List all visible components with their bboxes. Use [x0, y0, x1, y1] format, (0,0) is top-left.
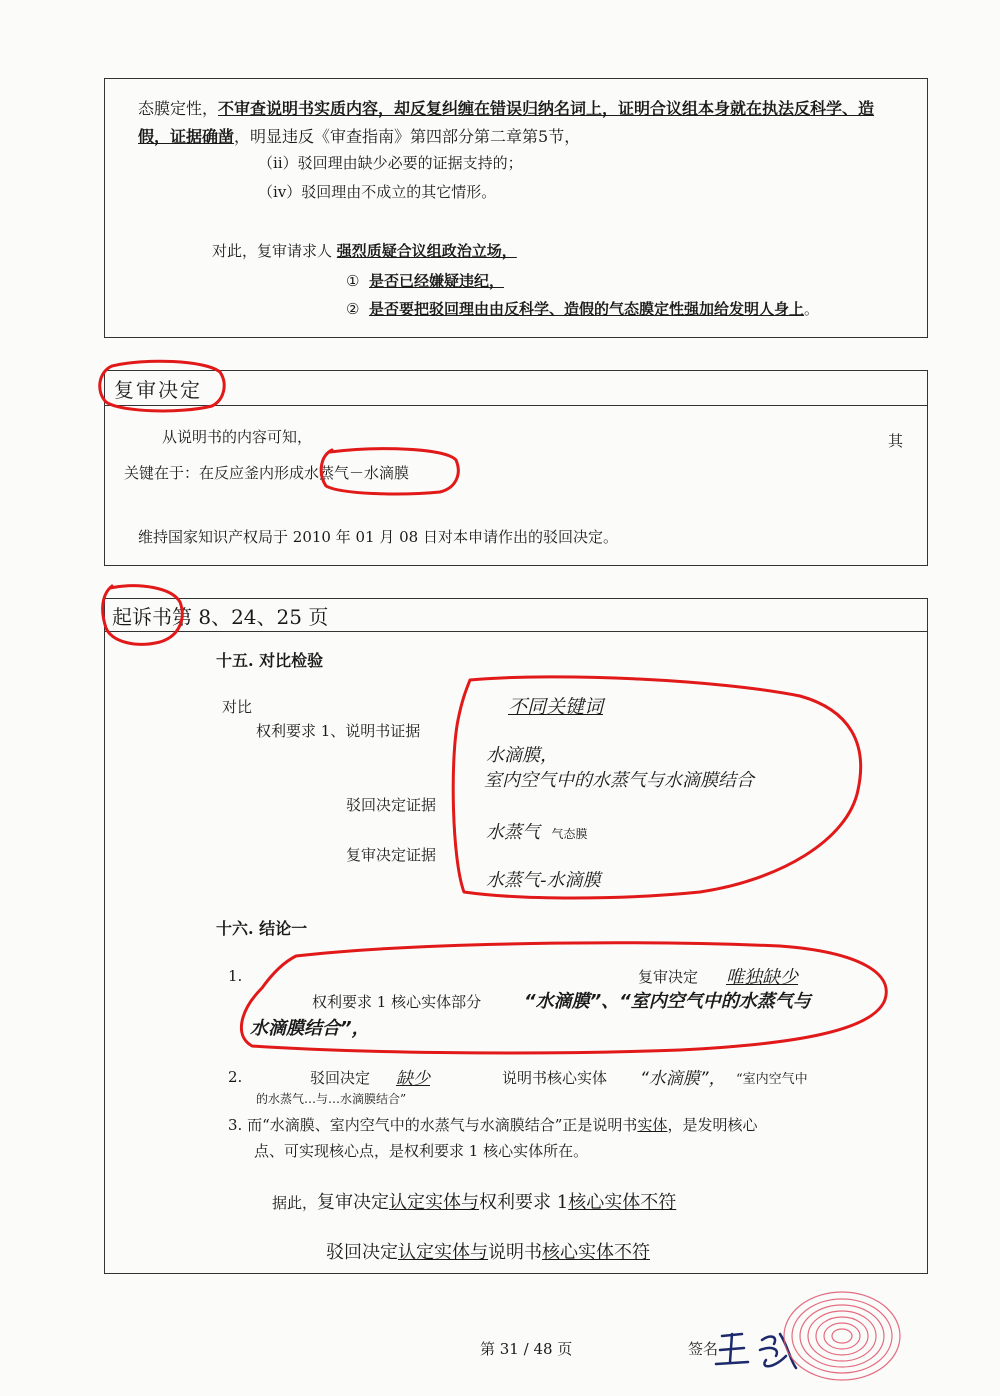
fingerprint-mark — [784, 1292, 900, 1380]
final-conclusion-2: 驳回决定认定实体与说明书核心实体不符 — [326, 1242, 650, 1263]
keyword-rejection: 水蒸气 气态膜 — [486, 822, 588, 843]
review-decision-line-2: 关键在于：在反应釜内形成水蒸气－水滴膜 — [124, 464, 410, 482]
page-number: 第 31 / 48 页 — [480, 1340, 573, 1358]
conclusion-1-subject: 复审决定 — [638, 968, 699, 986]
review-decision-line-1-tail: 其 — [888, 432, 904, 450]
conclusion-2-entity-2: “室内空气中 — [736, 1072, 808, 1087]
handwritten-signature — [716, 1334, 796, 1368]
review-decision-line-1: 从说明书的内容可知， — [162, 428, 313, 446]
challenge-lead: 对此，复审请求人 强烈质疑合议组政治立场， — [212, 242, 517, 260]
conclusion-3-line-1: 3. 而“水滴膜、室内空气中的水蒸气与水滴膜结合”正是说明书实体，是发明核心 — [228, 1116, 758, 1134]
claim-evidence-label: 权利要求 1、说明书证据 — [256, 722, 421, 740]
conclusion-1-lacks: 唯独缺少 — [726, 967, 798, 988]
challenge-question-2: ② 是否要把驳回理由由反科学、造假的气态膜定性强加给发明人身上。 — [346, 300, 820, 318]
keywords-title: 不同关键词 — [508, 696, 604, 718]
keyword-claim-2: 室内空气中的水蒸气与水滴膜结合 — [484, 770, 754, 791]
keyword-claim-1: 水滴膜， — [486, 745, 558, 766]
conclusion-2-number: 2. — [228, 1068, 243, 1086]
final-conclusion-1: 据此，复审决定认定实体与权利要求 1核心实体不符 — [272, 1192, 677, 1213]
rejection-item-ii: （ⅱ）驳回理由缺少必要的证据支持的； — [258, 154, 523, 172]
complaint-header-rule — [104, 631, 928, 632]
argument-line-1: 态膜定性，不审查说明书实质内容，却反复纠缠在错误归纳名词上，证明合议组本身就在执法反科学、造 — [138, 99, 875, 118]
conclusion-1-number: 1. — [228, 967, 243, 985]
conclusion-2-subject: 驳回决定 — [310, 1069, 371, 1087]
conclusion-2-entity: “水滴膜”， — [640, 1069, 726, 1089]
section-16-title: 十六. 结论一 — [216, 919, 308, 938]
conclusion-1-claim: 权利要求 1 核心实体部分 — [312, 993, 482, 1011]
conclusion-2-lacks: 缺少 — [396, 1069, 430, 1089]
keyword-review: 水蒸气-水滴膜 — [486, 870, 601, 891]
section-15-title: 十五. 对比检验 — [216, 651, 324, 670]
review-decision-header-rule — [104, 405, 928, 406]
argument-line-2: 假，证据确凿，明显违反《审查指南》第四部分第二章第5节， — [138, 127, 581, 146]
rejection-evidence-label: 驳回决定证据 — [346, 796, 437, 814]
review-evidence-label: 复审决定证据 — [346, 846, 437, 864]
signature-label: 签名 — [688, 1340, 719, 1358]
compare-label: 对比 — [222, 698, 253, 716]
conclusion-1-entities: “水滴膜”、“室内空气中的水蒸气与 — [524, 991, 811, 1012]
review-decision-line-3: 维持国家知识产权局于 2010 年 01 月 08 日对本申请作出的驳回决定。 — [138, 528, 618, 546]
challenge-question-1: ① 是否已经嫌疑违纪， — [346, 272, 505, 290]
conclusion-2-entity-2-end: 的水蒸气…与…水滴膜结合” — [256, 1092, 407, 1106]
conclusion-2-spec: 说明书核心实体 — [502, 1069, 608, 1087]
complaint-header: 起诉书第 8、24、25 页 — [112, 605, 329, 629]
conclusion-1-entities-end: 水滴膜结合”， — [250, 1018, 370, 1039]
rejection-item-iv: （ⅳ）驳回理由不成立的其它情形。 — [258, 183, 497, 201]
conclusion-3-line-2: 点、可实现核心点，是权利要求 1 核心实体所在。 — [254, 1142, 589, 1160]
review-decision-header: 复审决定 — [114, 378, 202, 402]
